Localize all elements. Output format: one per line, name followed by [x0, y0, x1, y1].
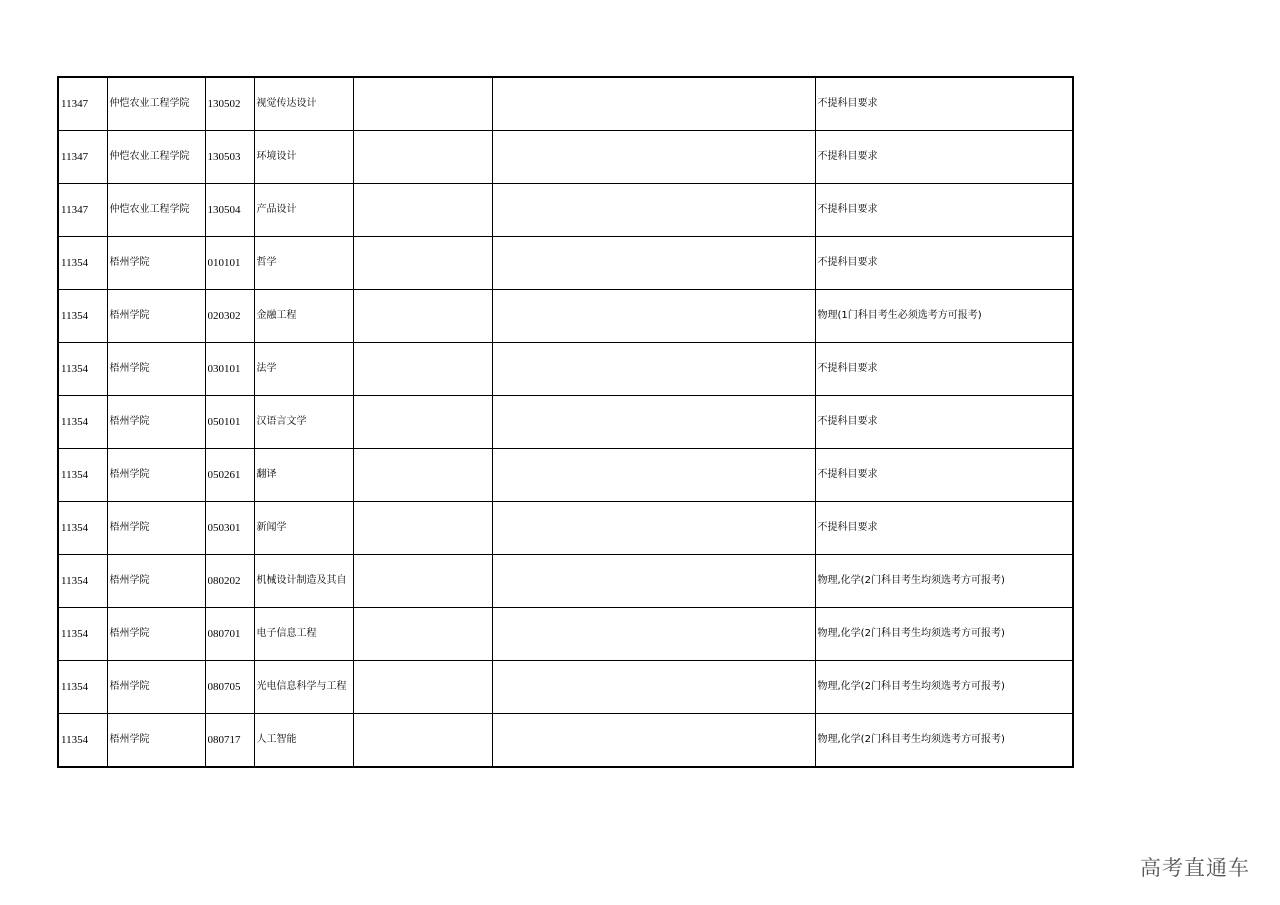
cell-subject-requirement: 物理,化学(2门科目考生均须选考方可报考)	[815, 661, 1073, 714]
cell-institution-name: 梧州学院	[107, 396, 205, 449]
table-row	[58, 184, 1073, 237]
cell-institution-name: 梧州学院	[107, 608, 205, 661]
table-row	[58, 77, 1073, 131]
cell-empty	[492, 502, 815, 555]
cell-major-code: 080717	[205, 714, 254, 768]
cell-institution-name: 梧州学院	[107, 714, 205, 768]
cell-major-name: 机械设计制造及其自	[254, 555, 353, 608]
table-row	[58, 396, 1073, 449]
cell-subject-requirement: 不提科目要求	[815, 502, 1073, 555]
cell-institution-code: 11354	[58, 555, 107, 608]
cell-major-name: 人工智能	[254, 714, 353, 768]
cell-institution-name: 梧州学院	[107, 661, 205, 714]
watermark-text: 高考直通车	[1140, 856, 1250, 880]
cell-empty	[353, 449, 492, 502]
cell-empty	[353, 77, 492, 131]
cell-subject-requirement: 物理,化学(2门科目考生均须选考方可报考)	[815, 555, 1073, 608]
cell-subject-requirement: 不提科目要求	[815, 131, 1073, 184]
cell-empty	[353, 343, 492, 396]
cell-institution-code: 11354	[58, 714, 107, 768]
cell-institution-name: 梧州学院	[107, 449, 205, 502]
cell-empty	[492, 608, 815, 661]
cell-institution-name: 梧州学院	[107, 502, 205, 555]
cell-subject-requirement: 物理,化学(2门科目考生均须选考方可报考)	[815, 714, 1073, 768]
table-row	[58, 608, 1073, 661]
table-row	[58, 714, 1073, 768]
cell-subject-requirement: 不提科目要求	[815, 396, 1073, 449]
cell-empty	[353, 714, 492, 768]
cell-subject-requirement: 不提科目要求	[815, 77, 1073, 131]
cell-empty	[353, 290, 492, 343]
cell-major-code: 030101	[205, 343, 254, 396]
table-row	[58, 661, 1073, 714]
cell-empty	[492, 77, 815, 131]
cell-subject-requirement: 物理(1门科目考生必须选考方可报考)	[815, 290, 1073, 343]
cell-empty	[492, 449, 815, 502]
table-row	[58, 131, 1073, 184]
table-row	[58, 449, 1073, 502]
cell-institution-name: 梧州学院	[107, 555, 205, 608]
cell-institution-code: 11354	[58, 343, 107, 396]
cell-major-code: 130504	[205, 184, 254, 237]
cell-major-code: 080705	[205, 661, 254, 714]
cell-institution-code: 11347	[58, 77, 107, 131]
cell-subject-requirement: 不提科目要求	[815, 237, 1073, 290]
cell-major-code: 050261	[205, 449, 254, 502]
cell-major-name: 视觉传达设计	[254, 77, 353, 131]
cell-major-name: 金融工程	[254, 290, 353, 343]
cell-institution-code: 11347	[58, 131, 107, 184]
table-body	[58, 77, 1073, 767]
cell-major-name: 汉语言文学	[254, 396, 353, 449]
cell-empty	[353, 555, 492, 608]
cell-major-code: 050301	[205, 502, 254, 555]
cell-empty	[492, 555, 815, 608]
cell-subject-requirement: 不提科目要求	[815, 449, 1073, 502]
table-row	[58, 290, 1073, 343]
cell-empty	[353, 396, 492, 449]
cell-institution-code: 11354	[58, 237, 107, 290]
cell-institution-name: 仲恺农业工程学院	[107, 77, 205, 131]
cell-institution-name: 仲恺农业工程学院	[107, 184, 205, 237]
cell-major-code: 080701	[205, 608, 254, 661]
cell-major-name: 电子信息工程	[254, 608, 353, 661]
cell-major-code: 050101	[205, 396, 254, 449]
cell-institution-code: 11347	[58, 184, 107, 237]
cell-major-code: 010101	[205, 237, 254, 290]
cell-major-code: 080202	[205, 555, 254, 608]
cell-major-name: 翻译	[254, 449, 353, 502]
cell-institution-code: 11354	[58, 290, 107, 343]
cell-major-name: 新闻学	[254, 502, 353, 555]
cell-major-name: 法学	[254, 343, 353, 396]
cell-empty	[492, 237, 815, 290]
cell-institution-code: 11354	[58, 449, 107, 502]
cell-empty	[492, 343, 815, 396]
admission-requirements-table	[57, 76, 1074, 768]
cell-empty	[353, 608, 492, 661]
cell-institution-code: 11354	[58, 661, 107, 714]
cell-empty	[353, 131, 492, 184]
cell-empty	[492, 661, 815, 714]
cell-institution-code: 11354	[58, 502, 107, 555]
cell-empty	[492, 131, 815, 184]
cell-major-name: 光电信息科学与工程	[254, 661, 353, 714]
cell-empty	[492, 184, 815, 237]
cell-empty	[353, 237, 492, 290]
cell-major-code: 130503	[205, 131, 254, 184]
table-row	[58, 555, 1073, 608]
cell-subject-requirement: 物理,化学(2门科目考生均须选考方可报考)	[815, 608, 1073, 661]
cell-institution-name: 仲恺农业工程学院	[107, 131, 205, 184]
cell-empty	[492, 714, 815, 768]
cell-empty	[353, 502, 492, 555]
cell-major-name: 哲学	[254, 237, 353, 290]
table-row	[58, 502, 1073, 555]
table-row	[58, 237, 1073, 290]
cell-major-name: 环境设计	[254, 131, 353, 184]
cell-major-code: 020302	[205, 290, 254, 343]
cell-subject-requirement: 不提科目要求	[815, 184, 1073, 237]
cell-empty	[492, 290, 815, 343]
cell-empty	[353, 661, 492, 714]
cell-institution-name: 梧州学院	[107, 343, 205, 396]
table-row	[58, 343, 1073, 396]
cell-major-code: 130502	[205, 77, 254, 131]
cell-empty	[492, 396, 815, 449]
cell-institution-code: 11354	[58, 608, 107, 661]
cell-institution-name: 梧州学院	[107, 237, 205, 290]
cell-major-name: 产品设计	[254, 184, 353, 237]
cell-subject-requirement: 不提科目要求	[815, 343, 1073, 396]
cell-institution-code: 11354	[58, 396, 107, 449]
cell-empty	[353, 184, 492, 237]
cell-institution-name: 梧州学院	[107, 290, 205, 343]
